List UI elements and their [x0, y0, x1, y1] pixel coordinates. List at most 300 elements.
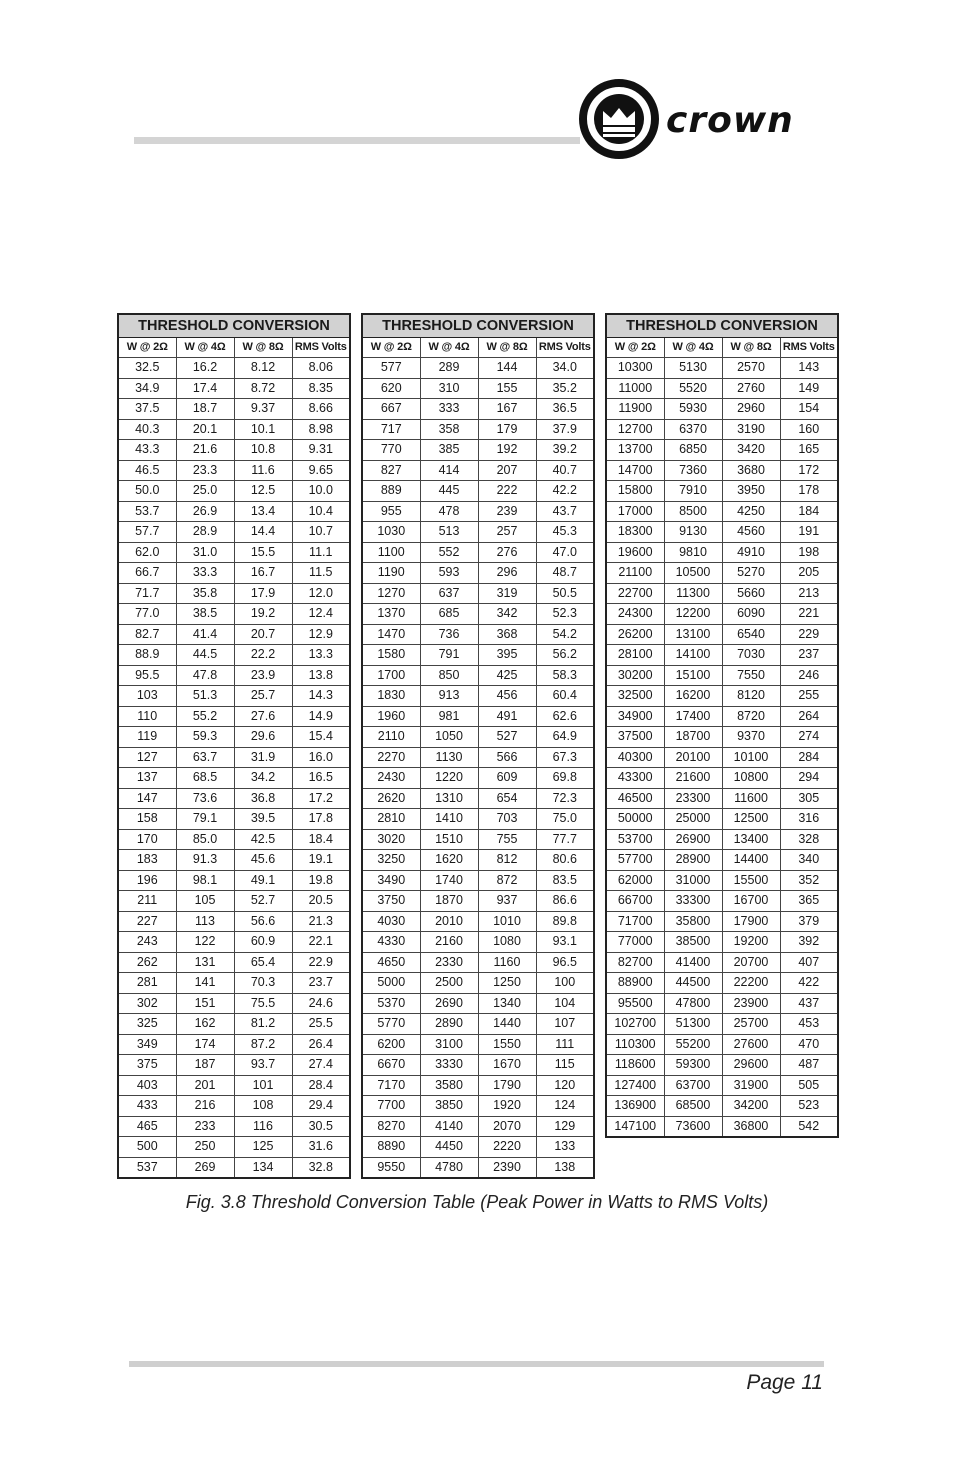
table-cell: 108 — [234, 1096, 292, 1117]
table-row — [362, 358, 594, 379]
table-cell: 18300 — [606, 522, 664, 543]
table-cell: 955 — [362, 501, 420, 522]
table-cell: 91.3 — [176, 850, 234, 871]
table-cell: 8890 — [362, 1137, 420, 1158]
table-cell: 205 — [780, 563, 838, 584]
table-cell: 34.9 — [118, 378, 176, 399]
table-cell: 1370 — [362, 604, 420, 625]
table-row — [118, 870, 350, 891]
table-cell: 577 — [362, 358, 420, 379]
table-cell: 27.4 — [292, 1055, 350, 1076]
table-cell: 56.2 — [536, 645, 594, 666]
table-row — [606, 911, 838, 932]
table-cell: 21100 — [606, 563, 664, 584]
table-cell: 160 — [780, 419, 838, 440]
table-cell: 3580 — [420, 1075, 478, 1096]
table-cell: 10800 — [722, 768, 780, 789]
table-cell: 437 — [780, 993, 838, 1014]
table-cell: 620 — [362, 378, 420, 399]
table-row — [606, 624, 838, 645]
table-cell: 14.4 — [234, 522, 292, 543]
table-cell: 15500 — [722, 870, 780, 891]
table-cell: 19.8 — [292, 870, 350, 891]
table-cell: 1620 — [420, 850, 478, 871]
table-row — [362, 542, 594, 563]
table-cell: 11.5 — [292, 563, 350, 584]
table-row — [362, 624, 594, 645]
table-row — [118, 460, 350, 481]
table-cell: 59300 — [664, 1055, 722, 1076]
table-cell: 7700 — [362, 1096, 420, 1117]
table-cell: 162 — [176, 1014, 234, 1035]
table-cell: 72.3 — [536, 788, 594, 809]
table-cell: 12.5 — [234, 481, 292, 502]
table-cell: 43.3 — [118, 440, 176, 461]
table-cell: 14400 — [722, 850, 780, 871]
table-cell: 26900 — [664, 829, 722, 850]
table-cell: 68500 — [664, 1096, 722, 1117]
table-cell: 184 — [780, 501, 838, 522]
table-cell: 17.8 — [292, 809, 350, 830]
table-cell: 1740 — [420, 870, 478, 891]
svg-text:crown: crown — [666, 100, 794, 141]
table-row — [606, 870, 838, 891]
table-cell: 18.7 — [176, 399, 234, 420]
table-row — [118, 768, 350, 789]
table-cell: 425 — [478, 665, 536, 686]
table-cell: 34.0 — [536, 358, 594, 379]
table-cell: 35.2 — [536, 378, 594, 399]
table-cell: 2110 — [362, 727, 420, 748]
table-cell: 16.0 — [292, 747, 350, 768]
table-cell: 433 — [118, 1096, 176, 1117]
table-row — [362, 788, 594, 809]
table-cell: 375 — [118, 1055, 176, 1076]
table-cell: 98.1 — [176, 870, 234, 891]
table-cell: 654 — [478, 788, 536, 809]
table-cell: 8500 — [664, 501, 722, 522]
table-cell: 71.7 — [118, 583, 176, 604]
table-row — [118, 440, 350, 461]
table-cell: 250 — [176, 1137, 234, 1158]
table-cell: 566 — [478, 747, 536, 768]
page-number: Page 11 — [746, 1371, 823, 1394]
table-cell: 850 — [420, 665, 478, 686]
table-cell: 178 — [780, 481, 838, 502]
table-cell: 229 — [780, 624, 838, 645]
table-row — [606, 809, 838, 830]
table-cell: 88.9 — [118, 645, 176, 666]
table-cell: 37500 — [606, 727, 664, 748]
table-row — [606, 440, 838, 461]
table-cell: 154 — [780, 399, 838, 420]
table-cell: 30.5 — [292, 1116, 350, 1137]
table-cell: 3420 — [722, 440, 780, 461]
table-cell: 52.7 — [234, 891, 292, 912]
table-cell: 456 — [478, 686, 536, 707]
table-cell: 274 — [780, 727, 838, 748]
table-cell: 703 — [478, 809, 536, 830]
table-cell: 1440 — [478, 1014, 536, 1035]
table-cell: 35.8 — [176, 583, 234, 604]
table-cell: 196 — [118, 870, 176, 891]
table-cell: 2330 — [420, 952, 478, 973]
table-row — [606, 583, 838, 604]
table-cell: 52.3 — [536, 604, 594, 625]
table-cell: 403 — [118, 1075, 176, 1096]
table-cell: 872 — [478, 870, 536, 891]
table-row — [606, 399, 838, 420]
table-row — [118, 727, 350, 748]
table-row — [606, 727, 838, 748]
table-cell: 1100 — [362, 542, 420, 563]
table-cell: 1080 — [478, 932, 536, 953]
table-cell: 27600 — [722, 1034, 780, 1055]
table-cell: 12200 — [664, 604, 722, 625]
table-cell: 187 — [176, 1055, 234, 1076]
table-cell: 5000 — [362, 973, 420, 994]
table-row — [362, 891, 594, 912]
table-row — [362, 1055, 594, 1076]
table-cell: 62.6 — [536, 706, 594, 727]
table-cell: 183 — [118, 850, 176, 871]
table-cell: 14.3 — [292, 686, 350, 707]
table-cell: 637 — [420, 583, 478, 604]
table-row — [362, 645, 594, 666]
table-cell: 2500 — [420, 973, 478, 994]
table-cell: 102700 — [606, 1014, 664, 1035]
table-cell: 328 — [780, 829, 838, 850]
table-cell: 1160 — [478, 952, 536, 973]
table-cell: 213 — [780, 583, 838, 604]
table-cell: 124 — [536, 1096, 594, 1117]
table-cell: 104 — [536, 993, 594, 1014]
table-row — [362, 522, 594, 543]
table-row — [118, 665, 350, 686]
table-cell: 24.6 — [292, 993, 350, 1014]
table-cell: 17400 — [664, 706, 722, 727]
table-cell: 6850 — [664, 440, 722, 461]
column-header-row — [362, 338, 594, 358]
table-cell: 22700 — [606, 583, 664, 604]
table-cell: 340 — [780, 850, 838, 871]
table-cell: 54.2 — [536, 624, 594, 645]
table-cell: 16700 — [722, 891, 780, 912]
table-row — [118, 542, 350, 563]
table-row — [362, 563, 594, 584]
table-cell: 28.4 — [292, 1075, 350, 1096]
table-cell: 69.8 — [536, 768, 594, 789]
table-cell: 12500 — [722, 809, 780, 830]
table-cell: 37.5 — [118, 399, 176, 420]
table-cell: 4910 — [722, 542, 780, 563]
table-cell: 12.9 — [292, 624, 350, 645]
table-cell: 44.5 — [176, 645, 234, 666]
table-cell: 39.5 — [234, 809, 292, 830]
column-header: RMS Volts — [780, 338, 838, 358]
table-cell: 115 — [536, 1055, 594, 1076]
table-cell: 73600 — [664, 1116, 722, 1137]
table-cell: 3750 — [362, 891, 420, 912]
table-cell: 50.5 — [536, 583, 594, 604]
table-cell: 15800 — [606, 481, 664, 502]
table-cell: 32.8 — [292, 1157, 350, 1178]
table-cell: 8.98 — [292, 419, 350, 440]
table-title: THRESHOLD CONVERSION — [118, 314, 350, 338]
table-cell: 31.9 — [234, 747, 292, 768]
table-cell: 1920 — [478, 1096, 536, 1117]
table-cell: 136900 — [606, 1096, 664, 1117]
table-cell: 2220 — [478, 1137, 536, 1158]
column-header: W @ 4Ω — [176, 338, 234, 358]
table-cell: 174 — [176, 1034, 234, 1055]
table-row — [606, 932, 838, 953]
table-row — [362, 665, 594, 686]
table-cell: 134 — [234, 1157, 292, 1178]
table-cell: 19.1 — [292, 850, 350, 871]
column-header: RMS Volts — [292, 338, 350, 358]
table-row — [606, 1055, 838, 1076]
table-cell: 26.4 — [292, 1034, 350, 1055]
table-cell: 34.2 — [234, 768, 292, 789]
table-cell: 19200 — [722, 932, 780, 953]
table-row — [118, 973, 350, 994]
table-cell: 111 — [536, 1034, 594, 1055]
table-cell: 41.4 — [176, 624, 234, 645]
table-cell: 2570 — [722, 358, 780, 379]
table-row — [362, 1137, 594, 1158]
table-cell: 6370 — [664, 419, 722, 440]
table-cell: 50000 — [606, 809, 664, 830]
table-cell: 17.2 — [292, 788, 350, 809]
table-cell: 3100 — [420, 1034, 478, 1055]
table-cell: 537 — [118, 1157, 176, 1178]
table-cell: 302 — [118, 993, 176, 1014]
table-cell: 7550 — [722, 665, 780, 686]
table-cell: 13.4 — [234, 501, 292, 522]
table-cell: 407 — [780, 952, 838, 973]
table-cell: 13.3 — [292, 645, 350, 666]
table-row — [606, 665, 838, 686]
table-row — [362, 850, 594, 871]
table-cell: 11300 — [664, 583, 722, 604]
table-row — [606, 747, 838, 768]
table-cell: 22.2 — [234, 645, 292, 666]
table-cell: 319 — [478, 583, 536, 604]
table-cell: 9.37 — [234, 399, 292, 420]
table-cell: 13400 — [722, 829, 780, 850]
table-cell: 736 — [420, 624, 478, 645]
table-cell: 12.0 — [292, 583, 350, 604]
table-row — [606, 788, 838, 809]
table-cell: 2620 — [362, 788, 420, 809]
table-cell: 392 — [780, 932, 838, 953]
table-cell: 11.1 — [292, 542, 350, 563]
table-cell: 68.5 — [176, 768, 234, 789]
column-header: W @ 2Ω — [362, 338, 420, 358]
table-cell: 93.1 — [536, 932, 594, 953]
table-cell: 542 — [780, 1116, 838, 1137]
table-cell: 9370 — [722, 727, 780, 748]
table-cell: 4780 — [420, 1157, 478, 1178]
table-cell: 66.7 — [118, 563, 176, 584]
table-row — [118, 1137, 350, 1158]
table-cell: 65.4 — [234, 952, 292, 973]
table-row — [118, 829, 350, 850]
table-row — [606, 850, 838, 871]
table-cell: 937 — [478, 891, 536, 912]
table-cell: 31.6 — [292, 1137, 350, 1158]
table-cell: 755 — [478, 829, 536, 850]
threshold-table-1 — [117, 313, 351, 1179]
table-cell: 342 — [478, 604, 536, 625]
table-cell: 385 — [420, 440, 478, 461]
table-row — [606, 645, 838, 666]
table-cell: 165 — [780, 440, 838, 461]
table-row — [362, 993, 594, 1014]
column-header: W @ 2Ω — [606, 338, 664, 358]
table-cell: 27.6 — [234, 706, 292, 727]
table-row — [362, 768, 594, 789]
table-cell: 29.4 — [292, 1096, 350, 1117]
table-cell: 1220 — [420, 768, 478, 789]
table-cell: 149 — [780, 378, 838, 399]
table-cell: 48.7 — [536, 563, 594, 584]
table-cell: 17.9 — [234, 583, 292, 604]
table-cell: 57.7 — [118, 522, 176, 543]
table-row — [606, 891, 838, 912]
table-cell: 31.0 — [176, 542, 234, 563]
table-cell: 4140 — [420, 1116, 478, 1137]
table-cell: 19600 — [606, 542, 664, 563]
table-cell: 29.6 — [234, 727, 292, 748]
table-cell: 222 — [478, 481, 536, 502]
table-cell: 4450 — [420, 1137, 478, 1158]
table-cell: 15.5 — [234, 542, 292, 563]
table-cell: 41400 — [664, 952, 722, 973]
table-row — [606, 358, 838, 379]
table-cell: 10300 — [606, 358, 664, 379]
table-cell: 1790 — [478, 1075, 536, 1096]
table-cell: 62000 — [606, 870, 664, 891]
table-row — [606, 419, 838, 440]
table-cell: 5370 — [362, 993, 420, 1014]
table-cell: 17000 — [606, 501, 664, 522]
table-cell: 7030 — [722, 645, 780, 666]
table-cell: 487 — [780, 1055, 838, 1076]
table-cell: 19.2 — [234, 604, 292, 625]
table-row — [118, 809, 350, 830]
table-cell: 96.5 — [536, 952, 594, 973]
table-cell: 10.0 — [292, 481, 350, 502]
table-cell: 32.5 — [118, 358, 176, 379]
table-cell: 53700 — [606, 829, 664, 850]
table-cell: 28.9 — [176, 522, 234, 543]
table-title: THRESHOLD CONVERSION — [362, 314, 594, 338]
table-row — [118, 399, 350, 420]
table-cell: 3250 — [362, 850, 420, 871]
table-cell: 113 — [176, 911, 234, 932]
table-cell: 24300 — [606, 604, 664, 625]
table-cell: 129 — [536, 1116, 594, 1137]
table-cell: 29600 — [722, 1055, 780, 1076]
table-cell: 192 — [478, 440, 536, 461]
table-cell: 9.31 — [292, 440, 350, 461]
table-row — [118, 747, 350, 768]
table-cell: 40300 — [606, 747, 664, 768]
table-row — [118, 1116, 350, 1137]
table-cell: 505 — [780, 1075, 838, 1096]
table-cell: 22.9 — [292, 952, 350, 973]
table-cell: 395 — [478, 645, 536, 666]
table-cell: 11600 — [722, 788, 780, 809]
table-cell: 2160 — [420, 932, 478, 953]
table-cell: 269 — [176, 1157, 234, 1178]
table-cell: 513 — [420, 522, 478, 543]
table-cell: 82700 — [606, 952, 664, 973]
table-cell: 2760 — [722, 378, 780, 399]
table-cell: 7170 — [362, 1075, 420, 1096]
table-cell: 6670 — [362, 1055, 420, 1076]
table-cell: 79.1 — [176, 809, 234, 830]
table-cell: 33300 — [664, 891, 722, 912]
table-cell: 28900 — [664, 850, 722, 871]
table-cell: 284 — [780, 747, 838, 768]
table-cell: 18.4 — [292, 829, 350, 850]
table-cell: 2390 — [478, 1157, 536, 1178]
table-cell: 609 — [478, 768, 536, 789]
table-cell: 25.5 — [292, 1014, 350, 1035]
table-row — [118, 481, 350, 502]
table-cell: 216 — [176, 1096, 234, 1117]
table-cell: 8.66 — [292, 399, 350, 420]
threshold-table-3 — [605, 313, 839, 1138]
table-row — [362, 419, 594, 440]
table-row — [362, 399, 594, 420]
table-cell: 75.0 — [536, 809, 594, 830]
table-cell: 523 — [780, 1096, 838, 1117]
table-cell: 422 — [780, 973, 838, 994]
column-header: RMS Volts — [536, 338, 594, 358]
table-cell: 75.5 — [234, 993, 292, 1014]
table-row — [606, 1034, 838, 1055]
column-header: W @ 8Ω — [722, 338, 780, 358]
table-cell: 4560 — [722, 522, 780, 543]
header-rule — [134, 137, 580, 144]
table-cell: 4330 — [362, 932, 420, 953]
table-cell: 36800 — [722, 1116, 780, 1137]
table-row — [362, 932, 594, 953]
table-cell: 105 — [176, 891, 234, 912]
table-cell: 93.7 — [234, 1055, 292, 1076]
table-cell: 453 — [780, 1014, 838, 1035]
table-cell: 170 — [118, 829, 176, 850]
table-cell: 1700 — [362, 665, 420, 686]
table-cell: 889 — [362, 481, 420, 502]
table-row — [606, 993, 838, 1014]
column-header: W @ 2Ω — [118, 338, 176, 358]
table-cell: 11000 — [606, 378, 664, 399]
table-row — [362, 747, 594, 768]
table-cell: 127400 — [606, 1075, 664, 1096]
table-cell: 22.1 — [292, 932, 350, 953]
table-cell: 15100 — [664, 665, 722, 686]
table-row — [606, 460, 838, 481]
table-row — [606, 829, 838, 850]
table-cell: 17900 — [722, 911, 780, 932]
table-cell: 21.3 — [292, 911, 350, 932]
table-cell: 36.5 — [536, 399, 594, 420]
